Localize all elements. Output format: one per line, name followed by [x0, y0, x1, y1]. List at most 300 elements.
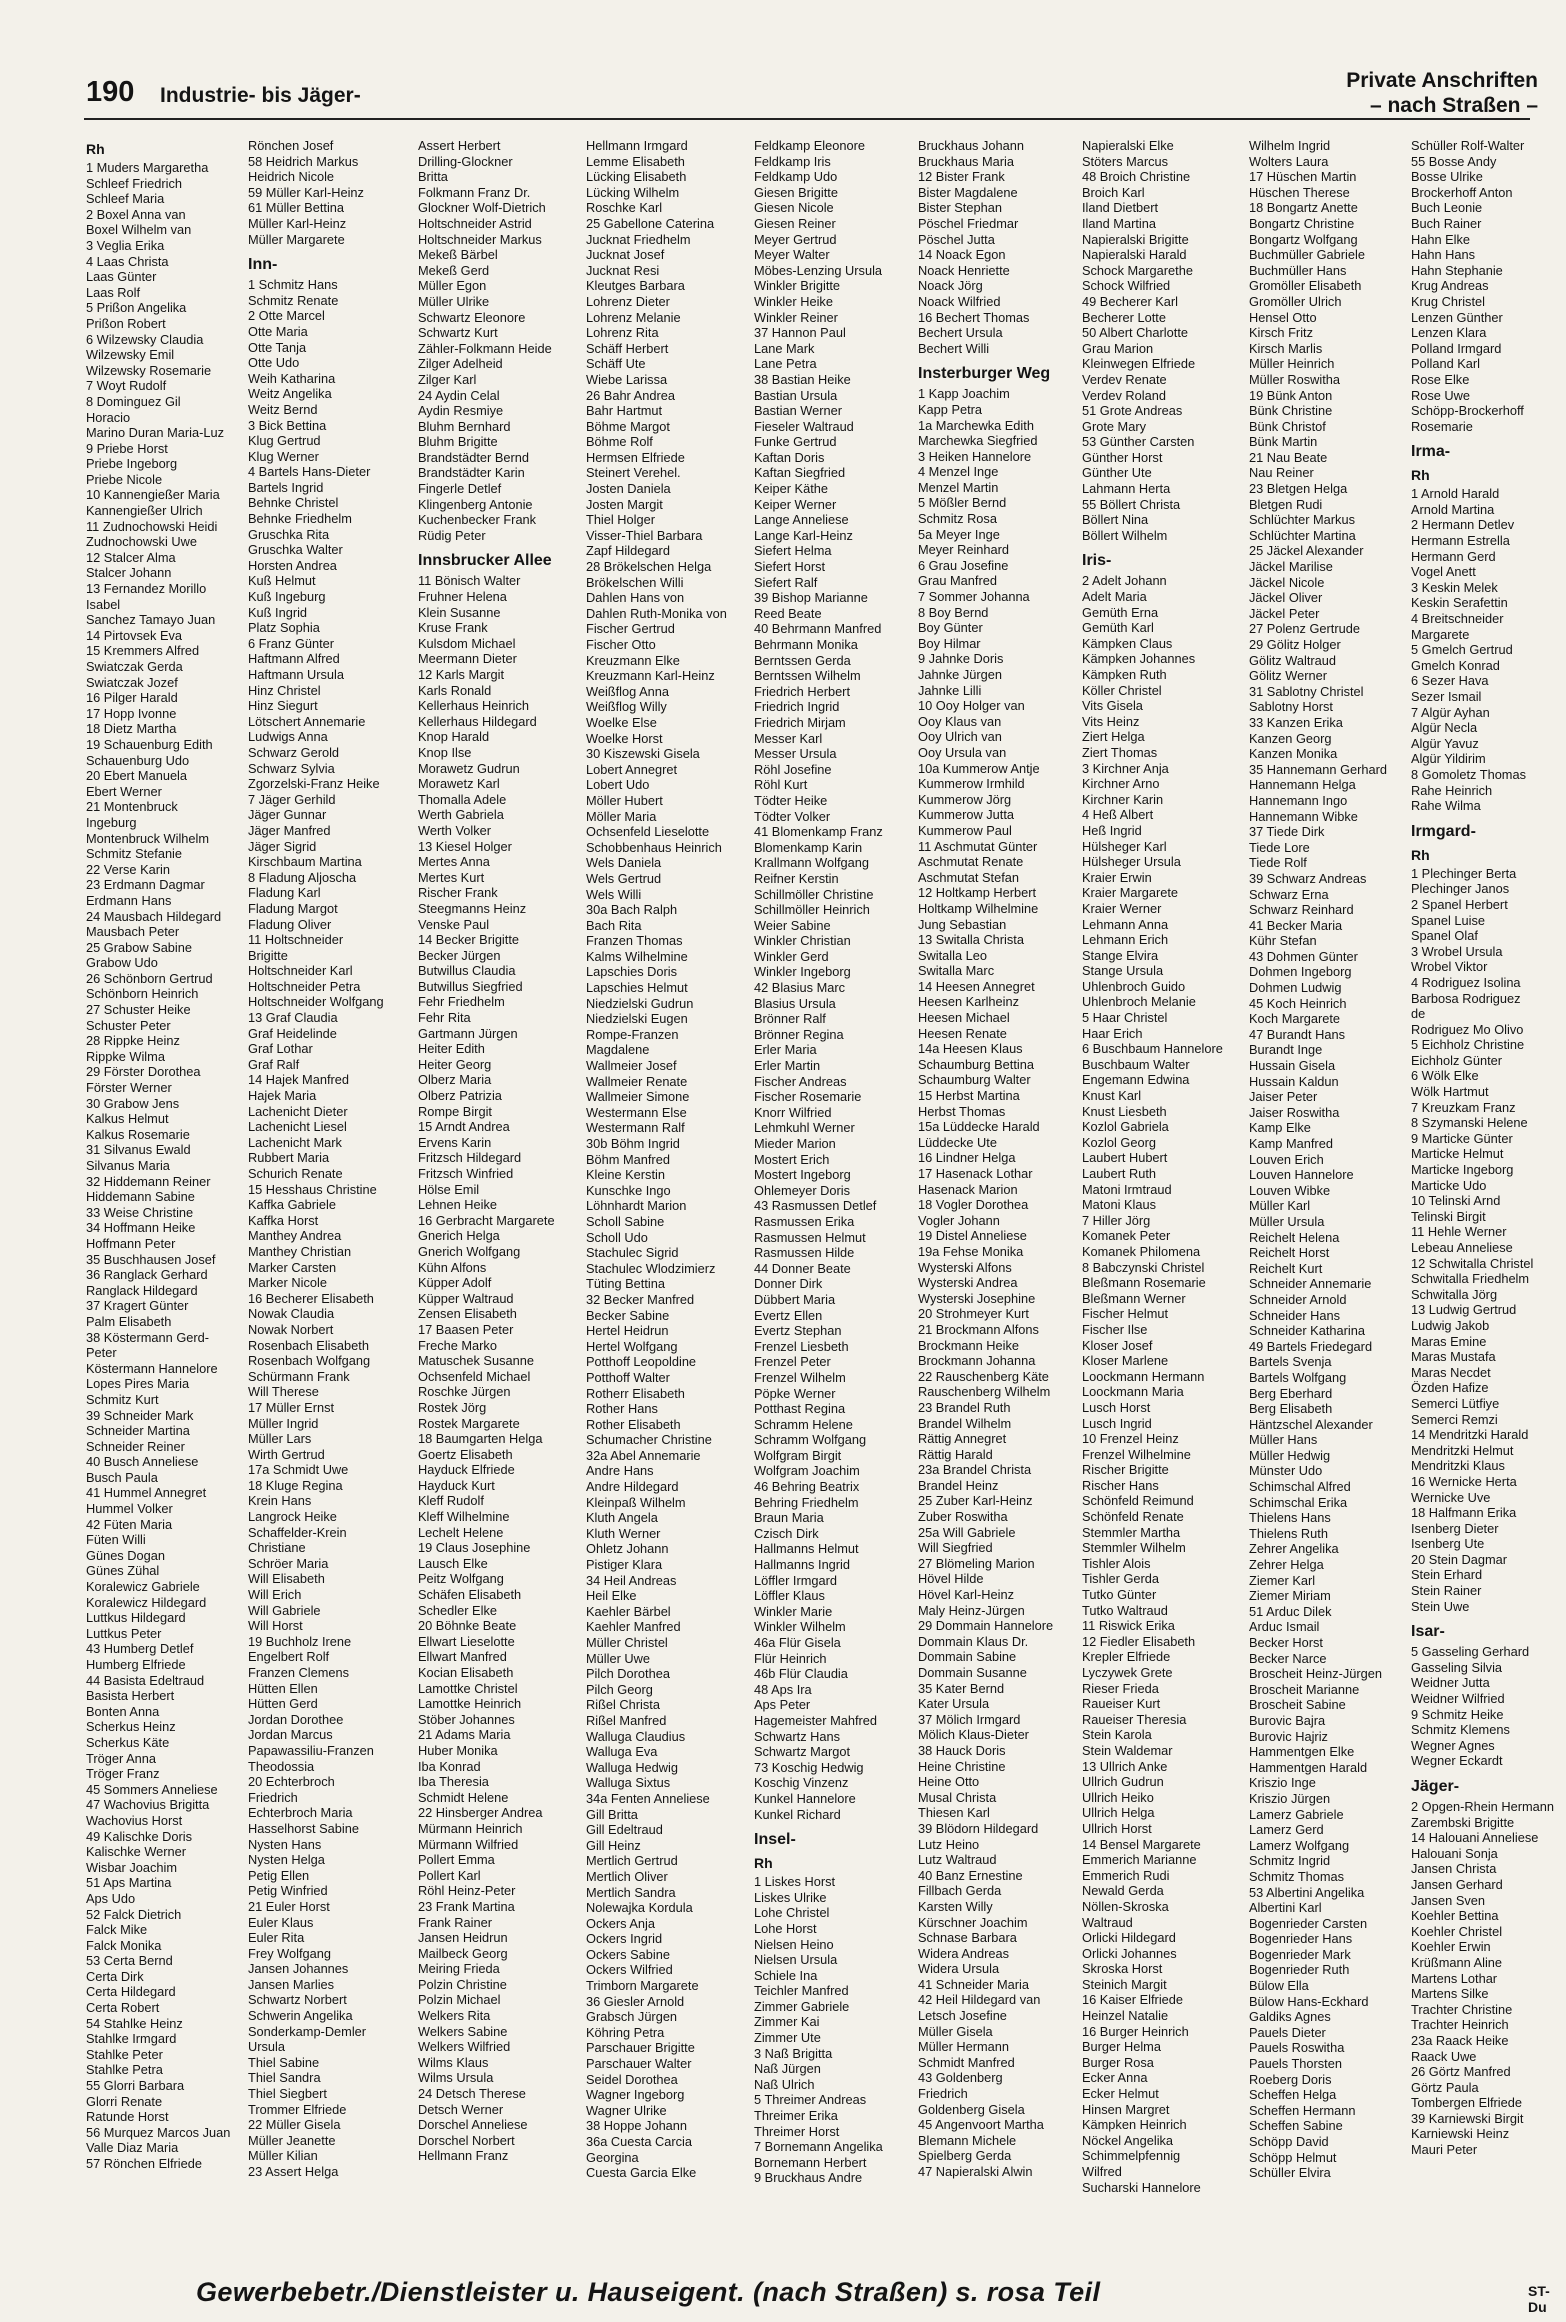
- resident-entry: 46b Flür Claudia: [754, 1666, 848, 1682]
- resident-entry: Keiper Werner: [754, 496, 837, 512]
- resident-entry: Koehler Christel: [1411, 1923, 1503, 1939]
- resident-entry: Tutko Günter: [1082, 1587, 1157, 1603]
- resident-entry: Falck Mike: [86, 1922, 148, 1938]
- resident-entry: Fladung Margot: [248, 900, 338, 916]
- resident-entry: Algür Necla: [1411, 720, 1478, 736]
- resident-entry: 14 Pirtovsek Eva: [86, 627, 183, 643]
- street-heading: Isar-: [1411, 1623, 1445, 1641]
- resident-entry: Holtkamp Wilhelmine: [918, 900, 1039, 916]
- resident-entry: Schmitz Renate: [248, 292, 339, 308]
- resident-entry: Giesen Reiner: [754, 215, 836, 231]
- resident-entry: 13 Ullrich Anke: [1082, 1758, 1168, 1774]
- resident-entry: Schröer Maria: [248, 1555, 329, 1571]
- resident-entry: Giesen Brigitte: [754, 184, 838, 200]
- column-5: [754, 138, 920, 2268]
- resident-entry: Hülsheger Karl: [1082, 838, 1167, 854]
- resident-entry: Weidner Wilfried: [1411, 1691, 1505, 1707]
- resident-entry: Schlüchter Martina: [1249, 527, 1356, 543]
- resident-entry: 43 Humberg Detlef: [86, 1641, 194, 1657]
- resident-entry: 2 Hermann Detlev: [1411, 517, 1515, 533]
- resident-entry: Kuchenbecker Frank: [418, 512, 537, 528]
- resident-entry: Özden Hafize: [1411, 1380, 1489, 1396]
- resident-entry: Kirschbaum Martina: [248, 854, 362, 870]
- resident-entry: Stachulec Wlodzimierz: [586, 1260, 716, 1276]
- resident-entry: Folkmann Franz Dr.: [418, 184, 531, 200]
- resident-entry: Franzen Clemens: [248, 1665, 349, 1680]
- resident-entry: 9 Jahnke Doris: [918, 651, 1004, 667]
- resident-entry: 18 Vogler Dorothea: [918, 1197, 1029, 1213]
- resident-entry: Brökelschen Willi: [586, 574, 684, 590]
- resident-entry: Rodriguez Mo Olivo: [1411, 1021, 1524, 1037]
- resident-entry: 5 Gmelch Gertrud: [1411, 642, 1513, 658]
- resident-entry: Frenzel Wilhelm: [754, 1369, 846, 1385]
- resident-entry: Kirchner Arno: [1082, 776, 1160, 792]
- resident-entry: Bongartz Wolfgang: [1249, 231, 1358, 247]
- resident-entry: Buchmüller Hans: [1249, 262, 1347, 278]
- resident-entry: Silvanus Maria: [86, 1158, 170, 1173]
- resident-entry: Krein Hans: [248, 1493, 312, 1509]
- resident-entry: Jucknat Resi: [586, 262, 660, 278]
- resident-entry: Ranglack Hildegard: [86, 1282, 198, 1298]
- resident-entry: Köstermann Hannelore: [86, 1360, 218, 1376]
- resident-entry: Siefert Horst: [754, 559, 826, 575]
- resident-entry: Scholl Udo: [586, 1229, 648, 1245]
- resident-entry: Maras Emine: [1411, 1333, 1487, 1349]
- resident-entry: 43 Goldenberg: [918, 2070, 1003, 2086]
- resident-entry: Niedzielski Eugen: [586, 1011, 688, 1027]
- resident-entry: Brönner Regina: [754, 1026, 844, 1042]
- resident-entry: 7 Hiller Jörg: [1082, 1212, 1151, 1228]
- resident-entry: Schäff Herbert: [586, 340, 669, 356]
- resident-entry: Jäckel Oliver: [1249, 590, 1323, 606]
- resident-entry: Scherkus Käte: [86, 1734, 170, 1750]
- resident-entry: Bach Rita: [586, 917, 642, 933]
- resident-entry: Fischer Andreas: [754, 1073, 847, 1089]
- resident-entry: Krepler Elfriede: [1082, 1649, 1171, 1665]
- resident-entry: Petig Ellen: [248, 1867, 310, 1883]
- resident-entry: Winkler Gerd: [754, 948, 829, 964]
- resident-entry: Orlicki Hildegard: [1082, 1930, 1176, 1946]
- resident-entry: 3 Heiken Hannelore: [918, 448, 1032, 464]
- resident-entry: Isabel: [86, 596, 121, 612]
- resident-entry: Spanel Luise: [1411, 912, 1485, 928]
- resident-entry: 1 Kapp Joachim: [918, 386, 1010, 402]
- resident-entry: 10 Frenzel Heinz: [1082, 1431, 1179, 1447]
- resident-entry: Steegmanns Heinz: [418, 900, 527, 916]
- resident-entry: 2 Boxel Anna van: [86, 206, 186, 222]
- resident-entry: Jäckel Peter: [1249, 605, 1320, 621]
- resident-entry: Hayduck Kurt: [418, 1477, 495, 1493]
- resident-entry: Rosenbach Elisabeth: [248, 1337, 369, 1353]
- resident-entry: Mieder Marion: [754, 1136, 836, 1151]
- resident-entry: 38 Hoppe Johann: [586, 2118, 688, 2134]
- resident-entry: 3 Bick Bettina: [248, 417, 327, 433]
- resident-entry: Schäff Ute: [586, 356, 646, 372]
- resident-entry: Dommain Klaus Dr.: [918, 1633, 1029, 1649]
- resident-entry: Priebe Nicole: [86, 471, 163, 487]
- resident-entry: 41 Schneider Maria: [918, 1976, 1029, 1992]
- resident-entry: Küpper Waltraud: [418, 1290, 514, 1306]
- resident-entry: Ludwig Jakob: [1411, 1317, 1490, 1333]
- resident-entry: Laas Rolf: [86, 284, 141, 300]
- resident-entry: Burovic Hajriz: [1249, 1728, 1328, 1744]
- resident-entry: Buchmüller Gabriele: [1249, 247, 1365, 263]
- resident-entry: 13 Switalla Christa: [918, 932, 1024, 948]
- resident-entry: Burger Rosa: [1082, 2054, 1154, 2070]
- resident-entry: Kraier Margarete: [1082, 885, 1179, 901]
- resident-entry: Valle Diaz Maria: [86, 2140, 179, 2156]
- resident-entry: 24 Mausbach Hildegard: [86, 908, 222, 924]
- resident-entry: Schwartz Margot: [754, 1744, 851, 1760]
- resident-entry: 9 Bruckhaus Andre: [754, 2170, 863, 2186]
- resident-entry: Haar Erich: [1082, 1025, 1143, 1041]
- resident-entry: Rischer Frank: [418, 885, 498, 901]
- resident-entry: Stemmler Wilhelm: [1082, 1540, 1186, 1556]
- resident-entry: Küpper Adolf: [418, 1275, 492, 1291]
- resident-entry: 4 Heß Albert: [1082, 807, 1154, 823]
- resident-entry: Keiper Käthe: [754, 481, 828, 497]
- resident-entry: 5 Mößler Bernd: [918, 495, 1007, 511]
- resident-entry: Brandel Heinz: [918, 1477, 999, 1493]
- resident-entry: Manthey Andrea: [248, 1228, 342, 1244]
- resident-entry: Möller Hubert: [586, 792, 663, 808]
- resident-entry: 43 Rasmussen Detlef: [754, 1198, 877, 1214]
- resident-entry: Stange Elvira: [1082, 947, 1159, 963]
- resident-entry: Ullrich Horst: [1082, 1820, 1152, 1836]
- resident-entry: Lahmann Herta: [1082, 481, 1171, 497]
- resident-entry: Kreuzmann Karl-Heinz: [586, 668, 715, 684]
- resident-entry: Heine Christine: [918, 1758, 1006, 1774]
- resident-entry: Stahlke Peter: [86, 2046, 163, 2062]
- resident-entry: Kunkel Hannelore: [754, 1790, 856, 1806]
- resident-entry: 26 Bahr Andrea: [586, 387, 675, 403]
- resident-entry: Naß Ulrich: [754, 2076, 815, 2092]
- resident-entry: Echterbroch Maria: [248, 1805, 353, 1821]
- resident-entry: Schmitz Rosa: [918, 511, 997, 527]
- resident-entry: Kunkel Richard: [754, 1806, 841, 1822]
- resident-entry: 22 Müller Gisela: [248, 2117, 341, 2133]
- resident-entry: Erler Maria: [754, 1042, 817, 1058]
- resident-entry: Scheffen Hermann: [1249, 2102, 1356, 2118]
- resident-entry: 5a Meyer Inge: [918, 526, 1000, 542]
- resident-entry: 16 Gerbracht Margarete: [418, 1212, 555, 1228]
- resident-entry: Maly Heinz-Jürgen: [918, 1602, 1025, 1618]
- resident-entry: 18 Baumgarten Helga: [418, 1431, 543, 1447]
- resident-entry: Lemme Elisabeth: [586, 153, 685, 169]
- resident-entry: 33 Weise Christine: [86, 1204, 194, 1220]
- section-title-line2: – nach Straßen –: [1369, 94, 1538, 117]
- resident-entry: Falck Monika: [86, 1937, 162, 1953]
- resident-entry: Wernicke Uve: [1411, 1489, 1491, 1505]
- resident-entry: Ockers Ingrid: [586, 1931, 663, 1947]
- resident-entry: Kater Ursula: [918, 1696, 990, 1712]
- resident-entry: Ellwart Lieselotte: [418, 1633, 515, 1649]
- resident-entry: 1 Arnold Harald: [1411, 486, 1500, 502]
- resident-entry: Kapp Petra: [918, 401, 983, 417]
- resident-entry: Frenzel Liesbeth: [754, 1338, 849, 1354]
- resident-entry: 26 Görtz Manfred: [1411, 2064, 1511, 2080]
- resident-entry: Thomalla Adele: [418, 791, 507, 807]
- resident-entry: Pollert Karl: [418, 1867, 481, 1883]
- page-number: 190: [86, 76, 135, 108]
- resident-entry: Nielsen Ursula: [754, 1952, 838, 1968]
- resident-entry: Swiatczak Gerda: [86, 659, 183, 674]
- resident-entry: Frenzel Peter: [754, 1354, 831, 1370]
- resident-entry: Heesen Karlheinz: [918, 994, 1020, 1010]
- resident-entry: Halouani Sonja: [1411, 1845, 1498, 1861]
- resident-entry: Kaehler Manfred: [586, 1619, 681, 1635]
- resident-entry: Barbosa Rodriguez: [1411, 990, 1521, 1006]
- resident-entry: Siefert Ralf: [754, 574, 818, 590]
- resident-entry: Iland Martina: [1082, 215, 1156, 231]
- resident-entry: 2 Opgen-Rhein Hermann: [1411, 1799, 1554, 1814]
- resident-entry: Mausbach Peter: [86, 924, 180, 940]
- resident-entry: Lehmann Erich: [1082, 932, 1169, 948]
- resident-entry: Ullrich Helga: [1082, 1805, 1155, 1821]
- resident-entry: Busch Paula: [86, 1469, 158, 1485]
- resident-entry: Lusch Ingrid: [1082, 1415, 1152, 1431]
- resident-entry: 22 Rauschenberg Käte: [918, 1368, 1049, 1384]
- resident-entry: 57 Rönchen Elfriede: [86, 2156, 202, 2171]
- resident-entry: Nöckel Angelika: [1082, 2132, 1174, 2148]
- resident-entry: Fischer Ilse: [1082, 1321, 1148, 1337]
- resident-entry: Funke Gertrud: [754, 434, 837, 450]
- resident-entry: Krug Christel: [1411, 293, 1485, 309]
- resident-entry: 45 Angenvoort Martha: [918, 2117, 1044, 2133]
- resident-entry: Messer Karl: [754, 730, 823, 746]
- resident-entry: Lobert Udo: [586, 777, 650, 793]
- resident-entry: 13 Ludwig Gertrud: [1411, 1302, 1517, 1318]
- resident-entry: Humberg Elfriede: [86, 1657, 186, 1672]
- resident-entry: 19a Fehse Monika: [918, 1243, 1024, 1259]
- resident-entry: Fehr Friedhelm: [418, 994, 505, 1010]
- resident-entry: 9 Marticke Günter: [1411, 1130, 1513, 1146]
- resident-entry: Dübbert Maria: [754, 1291, 836, 1307]
- resident-entry: Josten Margit: [586, 496, 663, 512]
- resident-entry: Wirth Gertrud: [248, 1446, 325, 1462]
- resident-entry: Will Therese: [248, 1384, 319, 1400]
- resident-entry: Semerci Remzi: [1411, 1411, 1498, 1427]
- resident-entry: Karsten Willy: [918, 1898, 993, 1914]
- resident-entry: 36 Ranglack Gerhard: [86, 1267, 208, 1283]
- resident-entry: Rostek Jörg: [418, 1399, 487, 1415]
- resident-entry: Feldkamp Iris: [754, 153, 831, 169]
- resident-entry: Wachovius Horst: [86, 1812, 183, 1828]
- resident-entry: Gnerich Helga: [418, 1228, 500, 1244]
- resident-entry: Switalla Marc: [918, 963, 995, 979]
- resident-entry: Gill Edeltraud: [586, 1822, 663, 1838]
- resident-entry: Plechinger Janos: [1411, 881, 1510, 897]
- resident-entry: 19 Buchholz Irene: [248, 1633, 352, 1649]
- column-9: [1411, 138, 1566, 2268]
- resident-entry: Jahnke Jürgen: [918, 667, 1002, 682]
- resident-entry: Wrobel Viktor: [1411, 959, 1488, 975]
- resident-entry: Fruhner Helena: [418, 589, 507, 605]
- resident-entry: Wolters Laura: [1249, 153, 1329, 169]
- resident-entry: Heidrich Nicole: [248, 169, 335, 185]
- resident-entry: Certa Robert: [86, 2000, 160, 2016]
- resident-entry: 51 Arduc Dilek: [1249, 1603, 1332, 1619]
- resident-entry: Kloser Marlene: [1082, 1353, 1169, 1369]
- resident-entry: 39 Schwarz Andreas: [1249, 870, 1367, 886]
- resident-entry: Kleine Kerstin: [586, 1167, 665, 1183]
- resident-entry: 1 Liskes Horst: [754, 1874, 836, 1890]
- resident-entry: 29 Gölitz Holger: [1249, 637, 1341, 652]
- resident-entry: Lane Petra: [754, 356, 817, 372]
- resident-entry: Dahlen Hans von: [586, 590, 685, 606]
- resident-entry: Müller Egon: [418, 278, 487, 294]
- resident-entry: Vogel Anett: [1411, 564, 1476, 580]
- resident-entry: 51 Grote Andreas: [1082, 403, 1183, 419]
- resident-entry: Wilhelm Ingrid: [1249, 138, 1331, 153]
- resident-entry: Menzel Martin: [918, 479, 999, 495]
- resident-entry: Zapf Hildegard: [586, 543, 670, 559]
- resident-entry: Bister Stephan: [918, 200, 1002, 216]
- resident-entry: Tishler Gerda: [1082, 1571, 1160, 1587]
- resident-entry: Fischer Rosemarie: [754, 1089, 862, 1105]
- resident-entry: Jäckel Marilise: [1249, 559, 1333, 575]
- resident-entry: 30b Böhm Ingrid: [586, 1136, 680, 1151]
- resident-entry: Rippke Wilma: [86, 1048, 165, 1064]
- resident-entry: Eichholz Günter: [1411, 1052, 1503, 1068]
- resident-entry: Wagner Ulrike: [586, 2102, 667, 2118]
- resident-entry: 38 Köstermann Gerd-: [86, 1329, 210, 1345]
- resident-entry: 34 Heil Andreas: [586, 1572, 677, 1588]
- resident-entry: Hermann Gerd: [1411, 548, 1496, 564]
- resident-entry: Hammentgen Harald: [1249, 1759, 1368, 1775]
- resident-entry: Wysterski Alfons: [918, 1259, 1012, 1275]
- resident-entry: Kluth Werner: [586, 1525, 661, 1541]
- resident-entry: Bünk Martin: [1249, 434, 1318, 450]
- resident-entry: 10a Kummerow Antje: [918, 760, 1040, 776]
- resident-entry: Prißon Robert: [86, 315, 166, 331]
- resident-entry: 5 Prißon Angelika: [86, 300, 187, 316]
- resident-entry: Otte Udo: [248, 355, 300, 371]
- resident-entry: 17 Hopp Ivonne: [86, 705, 177, 721]
- resident-entry: 33 Kanzen Erika: [1249, 714, 1343, 730]
- resident-entry: 47 Burandt Hans: [1249, 1026, 1346, 1042]
- resident-entry: Hütten Ellen: [248, 1680, 318, 1696]
- resident-entry: Dorschel Anneliese: [418, 2117, 528, 2133]
- resident-entry: Walluga Hedwig: [586, 1759, 678, 1775]
- resident-entry: 19 Distel Anneliese: [918, 1228, 1027, 1244]
- resident-entry: 49 Bartels Friedegard: [1249, 1338, 1373, 1354]
- resident-entry: Bahr Hartmut: [586, 403, 663, 419]
- resident-entry: Kuß Helmut: [248, 573, 316, 589]
- resident-entry: Schwerin Angelika: [248, 2008, 353, 2024]
- resident-entry: 16 Becherer Elisabeth: [248, 1290, 374, 1306]
- resident-entry: Pöpke Werner: [754, 1385, 836, 1401]
- resident-entry: Koch Margarete: [1249, 1011, 1341, 1027]
- resident-entry: Schramm Helene: [754, 1416, 853, 1432]
- resident-entry: Montenbruck Wilhelm: [86, 830, 210, 846]
- resident-entry: Lange Karl-Heinz: [754, 527, 853, 543]
- resident-entry: Schürmann Frank: [248, 1368, 350, 1384]
- resident-entry: 39 Blödorn Hildegard: [918, 1820, 1039, 1836]
- resident-entry: Iba Theresia: [418, 1774, 489, 1790]
- resident-entry: Ziert Helga: [1082, 729, 1145, 745]
- resident-entry: Bogenrieder Hans: [1249, 1931, 1353, 1947]
- resident-entry: 7 Woyt Rudolf: [86, 378, 167, 394]
- resident-entry: Kruse Frank: [418, 620, 488, 636]
- resident-entry: Matoni Klaus: [1082, 1197, 1156, 1213]
- resident-entry: 39 Schneider Mark: [86, 1407, 194, 1423]
- resident-entry: Winkler Brigitte: [754, 278, 841, 294]
- resident-entry: 41 Becker Maria: [1249, 917, 1343, 933]
- resident-entry: Müller Lars: [248, 1431, 312, 1447]
- resident-entry: Erler Martin: [754, 1058, 821, 1074]
- resident-entry: Schillmöller Heinrich: [754, 902, 870, 918]
- resident-entry: Ooy Ulrich van: [918, 729, 1002, 745]
- resident-entry: 29 Förster Dorothea: [86, 1064, 201, 1080]
- resident-entry: Kraier Erwin: [1082, 869, 1152, 885]
- resident-entry: Welkers Sabine: [418, 2023, 508, 2039]
- resident-entry: 6 Grau Josefine: [918, 557, 1009, 573]
- resident-entry: Kalms Wilhelmine: [586, 948, 688, 964]
- resident-entry: 47 Napieralski Alwin: [918, 2164, 1033, 2179]
- resident-entry: Vogler Johann: [918, 1212, 1000, 1228]
- resident-entry: Grote Mary: [1082, 418, 1146, 434]
- resident-entry: 34a Fenten Anneliese: [586, 1790, 710, 1806]
- resident-entry: Marino Duran Maria-Luz: [86, 425, 224, 441]
- resident-entry: 15 Herbst Martina: [918, 1088, 1020, 1104]
- section-title-line1: Private Anschriften: [1346, 69, 1538, 92]
- resident-entry: Wels Gertrud: [586, 870, 662, 886]
- resident-entry: 9 Schmitz Heike: [1411, 1706, 1504, 1722]
- resident-entry: Stachulec Sigrid: [586, 1245, 679, 1261]
- resident-entry: 31 Sablotny Christel: [1249, 683, 1364, 699]
- resident-entry: 17a Schmidt Uwe: [248, 1462, 349, 1478]
- resident-entry: Lohe Christel: [754, 1905, 830, 1921]
- resident-entry: Uhlenbroch Guido: [1082, 978, 1186, 994]
- resident-entry: Rauschenberg Wilhelm: [918, 1384, 1051, 1400]
- resident-entry: 39 Karniewski Birgit: [1411, 2110, 1524, 2126]
- resident-entry: 59 Müller Karl-Heinz: [248, 184, 364, 200]
- resident-entry: 45 Sommers Anneliese: [86, 1781, 218, 1797]
- resident-entry: Loockmann Maria: [1082, 1384, 1184, 1400]
- resident-entry: Schneider Katharina: [1249, 1323, 1365, 1339]
- resident-entry: Häntzschel Alexander: [1249, 1416, 1373, 1432]
- resident-entry: Brigitte: [248, 947, 288, 963]
- resident-entry: Ziemer Miriam: [1249, 1588, 1331, 1604]
- resident-entry: Blomenkamp Karin: [754, 839, 863, 855]
- resident-entry: Günther Horst: [1082, 449, 1163, 465]
- resident-entry: Ebert Werner: [86, 783, 162, 799]
- resident-entry: Meyer Gertrud: [754, 231, 837, 247]
- resident-entry: Will Horst: [248, 1618, 303, 1634]
- resident-entry: Feldkamp Eleonore: [754, 138, 865, 153]
- resident-entry: Rosemarie: [1411, 418, 1473, 434]
- resident-entry: 47 Wachovius Brigitta: [86, 1797, 210, 1813]
- resident-entry: Karls Ronald: [418, 682, 492, 698]
- resident-entry: 14 Mendritzki Harald: [1411, 1427, 1529, 1443]
- resident-entry: Threimer Horst: [754, 2123, 840, 2139]
- resident-entry: Müller Gisela: [918, 2023, 993, 2039]
- resident-entry: Knop Ilse: [418, 744, 472, 760]
- resident-entry: Schöpp David: [1249, 2134, 1329, 2149]
- resident-entry: Müller Hedwig: [1249, 1447, 1331, 1463]
- resident-entry: Gartmann Jürgen: [418, 1025, 518, 1041]
- resident-entry: Böhm Manfred: [586, 1151, 670, 1167]
- resident-entry: Keskin Serafettin: [1411, 595, 1508, 611]
- resident-entry: 11 Zudnochowski Heidi: [86, 518, 218, 534]
- resident-entry: Becker Jürgen: [418, 947, 501, 963]
- resident-entry: Möbes-Lenzing Ursula: [754, 262, 883, 278]
- resident-entry: Krüßmann Aline: [1411, 1954, 1503, 1970]
- resident-entry: Kuß Ingeburg: [248, 589, 326, 605]
- resident-entry: Luttkus Peter: [86, 1625, 162, 1641]
- resident-entry: Woelke Horst: [586, 730, 663, 746]
